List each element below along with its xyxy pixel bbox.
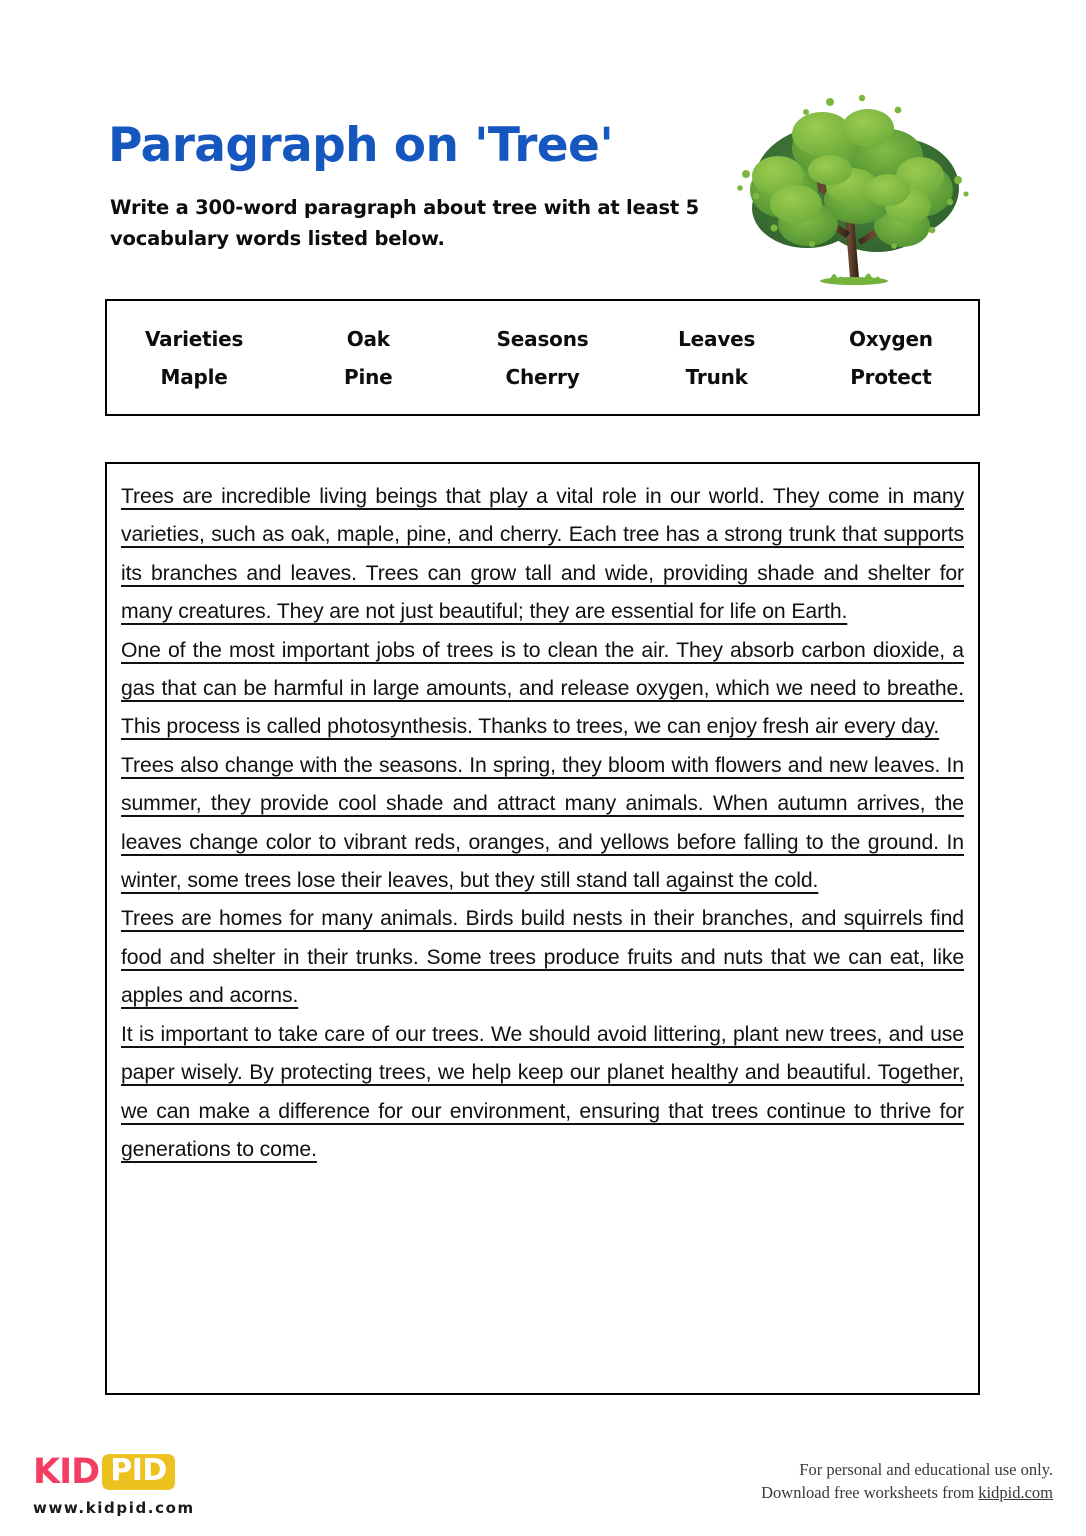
answer-paragraph: It is important to take care of our trees. We should avoid littering, plant new trees, and use paper wisely. By protecting trees, we help keep our planet healthy and beautiful. Together, we can make a difference for our environment, ensuring that trees continue to thrive for generations to come. bbox=[121, 1022, 964, 1161]
tree-illustration bbox=[712, 78, 1002, 298]
logo-pid-badge: PID bbox=[102, 1454, 175, 1490]
vocabulary-row bbox=[107, 365, 978, 389]
page-title: Paragraph on 'Tree' bbox=[108, 118, 614, 173]
vocabulary-word: Pine bbox=[344, 364, 393, 389]
logo-website-url: www.kidpid.com bbox=[33, 1499, 195, 1517]
vocabulary-word: Leaves bbox=[678, 326, 756, 351]
kidpid-link[interactable]: kidpid.com bbox=[978, 1483, 1053, 1502]
vocabulary-word: Oak bbox=[346, 326, 390, 351]
answer-box[interactable] bbox=[105, 462, 980, 1395]
logo-kid-text: KID bbox=[33, 1451, 100, 1492]
vocabulary-word: Cherry bbox=[505, 364, 580, 389]
vocabulary-word: Seasons bbox=[496, 326, 589, 351]
logo-mark bbox=[33, 1452, 293, 1492]
answer-paragraph: Trees also change with the seasons. In spring, they bloom with flowers and new leaves. In summer, they provide cool shade and attract many animals. When autumn arrives, the leaves change color to vibrant reds, oranges, and yellows before falling to the ground. In winter, some trees lose their leaves, but they still stand tall against the cold. bbox=[121, 753, 964, 893]
worksheet-header bbox=[0, 0, 1086, 290]
credit-line-usage: For personal and educational use only. bbox=[799, 1460, 1053, 1479]
answer-paragraph: One of the most important jobs of trees is to clean the air. They absorb carbon dioxide, a gas that can be harmful in large amounts, and release oxygen, which we need to breathe. This process is called photosynthesis. Thanks to trees, we can enjoy fresh air every day. bbox=[121, 638, 964, 739]
vocabulary-word: Maple bbox=[160, 364, 228, 389]
footer-credits bbox=[761, 1458, 1053, 1504]
kidpid-logo[interactable] bbox=[33, 1452, 293, 1517]
worksheet-instructions: Write a 300-word paragraph about tree with at least 5 vocabulary words listed below. bbox=[110, 196, 699, 250]
vocabulary-word: Protect bbox=[850, 364, 932, 389]
worksheet-footer bbox=[0, 1440, 1086, 1536]
credit-line-download bbox=[761, 1481, 1053, 1504]
answer-paragraph: Trees are homes for many animals. Birds build nests in their branches, and squirrels find food and shelter in their trunks. Some trees produce fruits and nuts that we can eat, like apples and acorns. bbox=[121, 907, 964, 1008]
credit-download-prefix: Download free worksheets from bbox=[761, 1483, 979, 1502]
vocabulary-row bbox=[107, 327, 978, 351]
vocabulary-word: Oxygen bbox=[848, 326, 933, 351]
answer-paragraph: Trees are incredible living beings that play a vital role in our world. They come in many varieties, such as oak, maple, pine, and cherry. Each tree has a strong trunk that supports its branches and leaves. Trees can grow tall and wide, providing shade and shelter for many creatures. They are not just beautiful; they are essential for life on Earth. bbox=[121, 485, 964, 624]
vocabulary-word: Trunk bbox=[685, 364, 748, 389]
vocabulary-box bbox=[105, 299, 980, 416]
vocabulary-word: Varieties bbox=[144, 326, 244, 351]
